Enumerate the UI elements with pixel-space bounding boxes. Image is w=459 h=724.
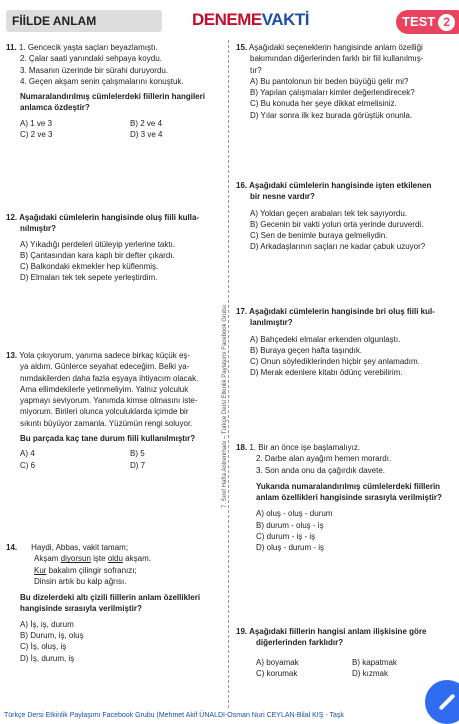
poem-text: akşam. [122,554,151,564]
option-a[interactable]: A) Bahçedeki elmalar erkenden olgunlaştı. [250,334,401,344]
option-a[interactable]: A) 1 ve 3 [20,118,53,128]
option-d[interactable]: D) Elmaları tek tek sepete yerleştirdim. [20,273,158,283]
option-b[interactable]: B) 2 ve 4 [130,118,163,128]
option-c[interactable]: C) Bu konuda her şeye dikkat etmelisiniz. [250,99,397,109]
option-a[interactable]: A) İş, iş, durum [20,619,74,629]
option-b[interactable]: B) Çantasından kara kaplı bir defter çıkardı. [20,250,175,260]
question-15 [236,42,454,121]
brand-logo [192,10,309,30]
option-a[interactable]: A) Yoldan geçen arabaları tek tek sayıyordu. [250,208,407,218]
question-17 [236,306,454,379]
statement: 4. Geçen akşam senin çalışmalarını konuştuk. [20,76,184,86]
question-stem: Aşağıdaki seçeneklerin hangisinde anlam özelliği [248,43,423,52]
option-a[interactable]: A) Bu pantolonun bir beden büyüğü gelir mi? [250,76,409,86]
sidebar-text: 7. Sınıf Hafta Antrenmanı – Türkçe Dersi Etkinlik Paylaşımı Facebook Grubu [222,305,228,508]
question-stem: Aşağıdaki cümlelerin hangisinde bri oluş fiili kul- [249,307,435,316]
option-c[interactable]: C) Onun söylediklerinden hiçbir şey anlamadım. [250,357,420,367]
option-b[interactable]: B) Durum, iş, oluş [20,631,84,641]
poem-text: bakalım çilingir sofranızı; [46,565,137,575]
question-number: 19. [236,627,248,636]
underlined-verb: diyorsun [60,554,91,564]
option-b[interactable]: B) kapatmak [352,657,397,667]
statement: 2. Çalar saati yanındaki sehpaya koydu. [20,54,162,64]
statement: 3. Son anda onu da çağırdık davete. [256,465,385,475]
question-16 [236,180,454,253]
poem-text: Akşam [34,554,61,564]
question-13 [6,350,221,471]
question-19 [236,626,454,679]
option-b[interactable]: B) 5 [130,449,145,459]
question-11 [6,42,221,140]
question-number: 16. [236,181,248,190]
test-badge [396,10,459,34]
question-14 [6,542,221,664]
statement: 1. Bir an önce işe başlamalıyız. [249,443,361,452]
page-header [0,8,459,36]
option-a[interactable]: A) boyamak [256,657,299,667]
brand-part-b: VAKTİ [261,10,309,29]
question-stem: Aşağıdaki fiillerin hangisi anlam ilişkisine göre [249,627,427,636]
question-stem: Aşağıdaki cümlelerin hangisinde oluş fiili kulla- [19,213,200,222]
question-number: 14. [6,543,18,552]
question-stem: Numaralandırılmış cümlelerdeki fiillerin hangileri [20,92,205,102]
passage-line: ya aldım. Günlerce seyahat edeceğim. Belki ya- [20,362,190,372]
underlined-verb: Kur [34,565,47,575]
underlined-verb: oldu [107,554,123,564]
option-a[interactable]: A) 4 [20,449,35,459]
question-stem: tır? [250,65,262,75]
poem-line: Dinsin artık bu kalp ağrısı. [34,576,127,586]
option-d[interactable]: D) kızmak [352,668,388,678]
option-d[interactable]: D) oluş - durum - iş [256,543,325,553]
question-stem: nılmıştır? [20,224,57,234]
sidebar-vertical-text [222,278,234,508]
question-stem: hangisinde sırasıyla verilmiştir? [20,604,142,614]
option-d[interactable]: D) Yılar sonra ilk kez burada görüştük onunla. [250,110,413,120]
question-number: 18. [236,443,248,452]
statement: 1. Gencecik yaşta saçları beyazlamıştı. [18,43,158,52]
question-number: 11. [6,43,17,52]
option-d[interactable]: D) Arkadaşlarının saçları ne kadar çabuk uzuyor? [250,242,426,252]
poem-text: işte [90,554,108,564]
question-stem: anlam özellikleri hangisinde sırasıyla verilmiştir? [256,493,442,503]
question-18 [236,442,454,554]
option-c[interactable]: C) 2 ve 3 [20,130,53,140]
option-c[interactable]: C) korumak [256,668,298,678]
question-stem: Yukarıda numaralandırılmış cümlelerdeki fiillerin [256,481,441,491]
passage-line: miyorum. Birileri olunca yolculuklarda içimde bir [20,407,189,417]
option-b[interactable]: B) Yapılan çalışmaları kimler değerlendirecek? [250,88,415,98]
question-stem: bakımından diğerlerinden farklı bir fiil kullanılmış- [250,54,424,64]
passage-line: Ama ellimdekilerle yetinmeliyim. Yalnız yolculuk [20,384,189,394]
question-stem: Bu parçada kaç tane durum fiili kullanılmıştır? [20,434,196,444]
passage-line: sıkıntı büyüyor zamanla. Yüzümün rengi soluyor. [20,418,193,428]
question-number: 15. [236,43,248,52]
passage-line: yapmayı seviyorum. Yanımda kimse olmasını iste- [20,396,198,406]
question-stem: diğerlerinden farklıdır? [256,638,344,648]
option-a[interactable]: A) Yıkadığı perdeleri ütüleyip yerlerine taktı. [20,239,176,249]
option-b[interactable]: B) durum - oluş - iş [256,520,324,530]
option-b[interactable]: B) Gecenin bir vakti yolun orta yerinde duruverdi. [250,219,424,229]
question-stem: anlamca özdeştir? [20,103,90,113]
option-c[interactable]: C) İş, oluş, iş [20,642,67,652]
page-footer: Türkçe Dersi Etkinlik Paylaşımı Facebook Grubu (Mehmet Akif ÜNALDI-Osman Nuri CEYLAN-Bilal KIŞ - Taşk [4,712,344,719]
passage-line: nımdakilerden daha fazla eşyaya ihtiyacım olacak. [20,373,199,383]
statement: 3. Masanın üzerinde bir sürahi duruyordu. [20,65,169,75]
question-stem: Bu dizelerdeki altı çizili fiillerin anlam özellikleri [20,593,201,603]
option-c[interactable]: C) Balkondaki ekmekler hep küflenmiş. [20,262,159,272]
passage-line: Yola çıkıyorum, yanıma sadece birkaç küçük eş- [19,351,191,360]
statement: 2. Darbe alan ayağım hemen morardı. [256,454,392,464]
option-d[interactable]: D) İş, durum, iş [20,653,75,663]
question-number: 13. [6,351,18,360]
test-number: 2 [438,14,455,31]
question-stem: bir nesne vardır? [250,192,315,202]
option-c[interactable]: C) durum - iş - iş [256,532,316,542]
topic-title: FİİLDE ANLAM [6,10,162,32]
poem-line [6,565,221,576]
option-c[interactable]: C) 6 [20,460,36,470]
question-stem: lanılmıştır? [250,318,293,328]
question-number: 12. [6,213,18,222]
option-b[interactable]: B) Buraya geçen hafta taşındık. [250,345,363,355]
test-label: TEST [402,14,436,29]
option-d[interactable]: D) 3 ve 4 [130,130,163,140]
option-a[interactable]: A) oluş - oluş - durum [256,509,333,519]
question-number: 17. [236,307,248,316]
option-d[interactable]: D) Merak edenlere kitabı ödünç verebilirim. [250,368,403,378]
option-c[interactable]: C) Sen de benimle buraya gelmeliydin. [250,231,388,241]
option-d[interactable]: D) 7 [130,460,146,470]
question-12 [6,212,221,284]
poem-line [6,553,221,564]
question-stem: Aşağıdaki cümlelerin hangisinde işten etkilenen [249,181,432,190]
brand-part-a: DENEME [192,10,262,29]
poem-line: Haydi, Abbas, vakit tamam; [31,543,129,552]
